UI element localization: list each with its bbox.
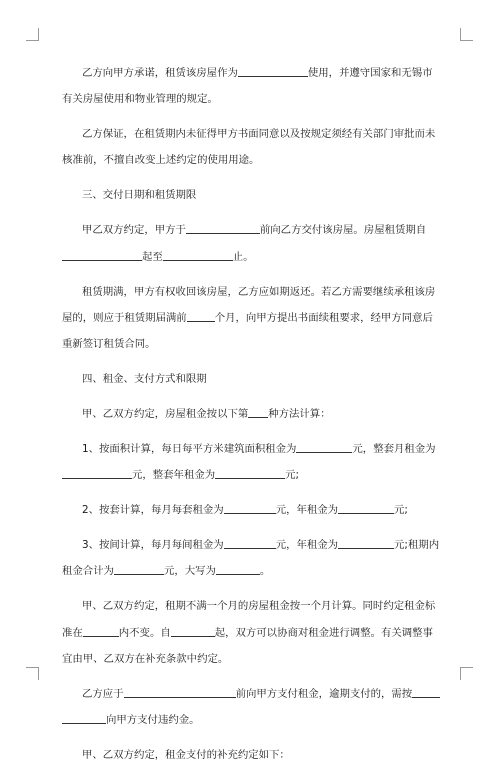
fill-in-blank[interactable] — [114, 563, 164, 575]
text-segment: 。 — [259, 565, 271, 578]
text-segment: 乙方保证，在租赁期内未征得甲方书面同意以及按规定须经有关部门审批而未核准前，不擅自改变上述约定的使用用途。 — [62, 128, 436, 167]
text-segment: 甲乙双方约定，甲方于 — [82, 224, 186, 237]
text-segment: 元;租期内租金合计为 — [62, 539, 440, 578]
text-segment: 乙方应于 — [82, 687, 124, 700]
fill-in-blank[interactable] — [62, 467, 74, 479]
text-segment: 甲、乙双方约定，房屋租金按以下第 — [82, 408, 249, 421]
fill-in-blank[interactable] — [216, 563, 260, 575]
fill-in-blank[interactable] — [62, 712, 106, 724]
fill-in-blank[interactable] — [412, 686, 440, 698]
paragraph-rent-by-area — [62, 436, 442, 488]
text-segment: 元; — [394, 504, 408, 517]
fill-in-blank[interactable] — [296, 441, 352, 453]
text-segment: 向甲方支付违约金。 — [106, 714, 200, 727]
text-segment: 前向乙方交付该房屋。房屋租赁期自 — [259, 224, 427, 237]
fill-in-blank[interactable] — [338, 502, 394, 514]
paragraph-rent-method — [62, 401, 442, 427]
paragraph-rent-by-room — [62, 532, 442, 584]
fill-in-blank[interactable] — [186, 222, 260, 234]
document-body — [62, 60, 442, 777]
fill-in-blank[interactable] — [124, 686, 236, 698]
section-heading-delivery-term — [62, 182, 442, 208]
text-segment: 起，双方可以协商对租金进行调整。有关调整事宜由甲、乙双方在补充条款中约定。 — [62, 626, 433, 665]
fill-in-blank[interactable] — [163, 249, 233, 261]
text-segment: 起至 — [142, 250, 163, 263]
fill-in-blank[interactable] — [88, 249, 142, 261]
crop-mark-top-right — [460, 28, 473, 41]
fill-in-blank[interactable] — [62, 249, 88, 261]
fill-in-blank[interactable] — [215, 467, 285, 479]
paragraph-payment-deadline — [62, 681, 442, 733]
fill-in-blank[interactable] — [187, 310, 215, 322]
fill-in-blank[interactable] — [224, 502, 276, 514]
fill-in-blank[interactable] — [74, 467, 132, 479]
text-segment: 止。 — [232, 250, 254, 263]
text-segment: 甲、乙双方约定，租期不满一个月的房屋租金按一个月计算。同时约定租金标准在 — [62, 600, 436, 639]
text-segment: 1、按面积计算，每日每平方米建筑面积租金为 — [82, 443, 297, 456]
fill-in-blank[interactable] — [338, 537, 394, 549]
text-segment: 使用，并遵守国家和无锡市有关房屋使用和物业管理的规定。 — [62, 67, 433, 106]
text-segment: 2、按套计算，每月每套租金为 — [82, 504, 224, 517]
text-segment: 元，整套年租金为 — [132, 469, 216, 482]
text-segment: 个月，向甲方提出书面续租要求，经甲方同意后重新签订租赁合同。 — [62, 311, 433, 351]
text-segment: 元，年租金为 — [275, 504, 339, 517]
text-segment: 三、交付日期和租赁期限 — [82, 189, 197, 202]
crop-mark-bottom-left — [26, 667, 39, 680]
crop-mark-top-left — [26, 28, 39, 41]
text-segment: 乙方向甲方承诺，租赁该房屋作为 — [82, 67, 238, 79]
paragraph-supplementary-terms — [62, 742, 442, 768]
text-segment: 元; — [285, 469, 300, 482]
section-heading-rent-payment — [62, 366, 442, 392]
text-segment: 元，整套月租金为 — [352, 443, 436, 456]
paragraph-rent-adjustment — [62, 593, 442, 672]
crop-mark-bottom-right — [460, 667, 473, 680]
text-segment: 元，大写为 — [163, 565, 216, 578]
paragraph-rent-by-suite — [62, 497, 442, 523]
paragraph-delivery-date — [62, 217, 442, 269]
text-segment: 元，年租金为 — [275, 539, 339, 552]
text-segment: 种方法计算： — [268, 408, 331, 421]
fill-in-blank[interactable] — [238, 65, 308, 77]
fill-in-blank[interactable] — [224, 537, 276, 549]
fill-in-blank[interactable] — [171, 625, 215, 637]
text-segment: 甲、乙双方约定，租金支付的补充约定如下： — [82, 749, 290, 762]
paragraph-use-guarantee — [62, 121, 442, 173]
text-segment: 前向甲方支付租金，逾期支付的，需按 — [235, 687, 413, 700]
text-segment: 租赁期满，甲方有权收回该房屋，乙方应如期返还。若乙方需要继续承租该房屋的，则应于租赁期届满前 — [62, 285, 436, 324]
fill-in-blank[interactable] — [248, 406, 268, 418]
paragraph-lease-expiry — [62, 279, 442, 358]
paragraph-use-commitment — [62, 60, 442, 112]
text-segment: 内不变。自 — [118, 626, 171, 639]
text-segment: 四、租金、支付方式和限期 — [82, 373, 207, 386]
text-segment: 3、按间计算，每月每间租金为 — [82, 539, 224, 552]
fill-in-blank[interactable] — [83, 625, 119, 637]
